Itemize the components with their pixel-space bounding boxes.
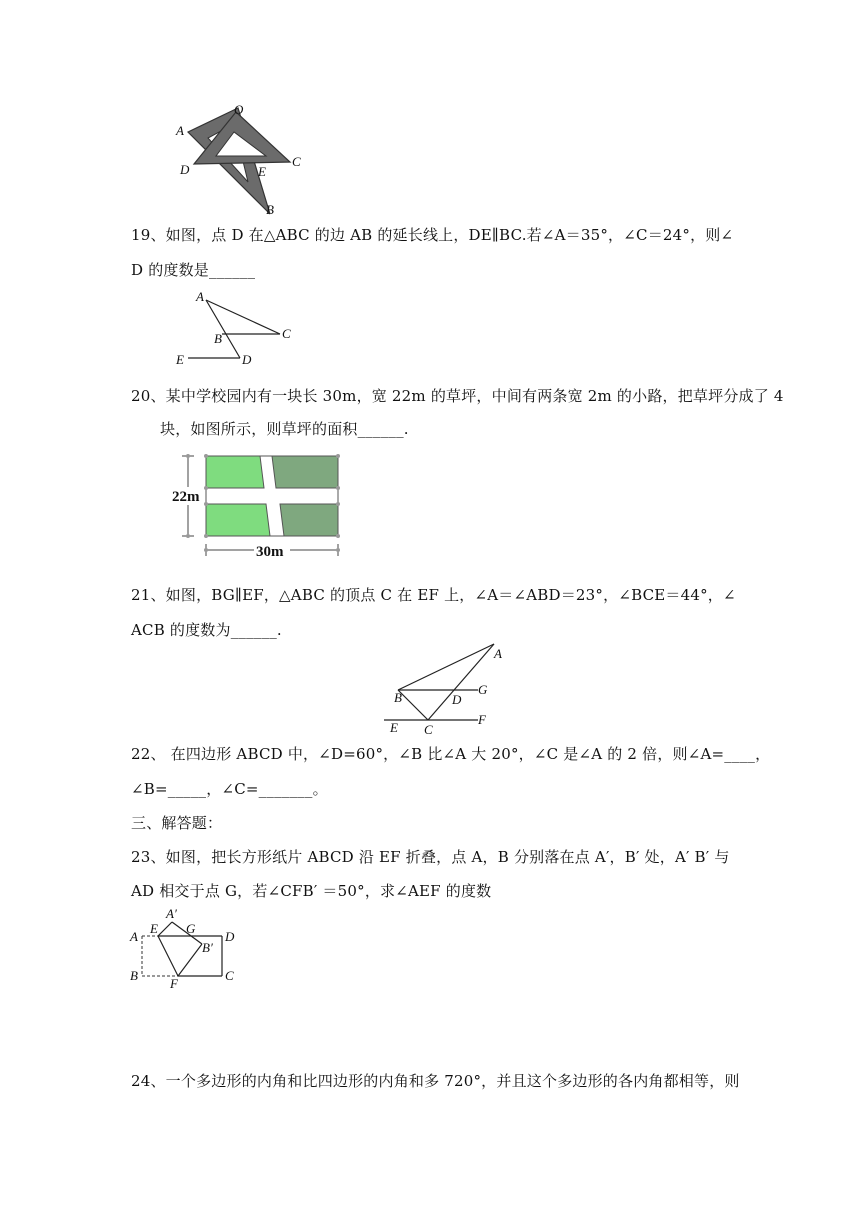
label-G: G	[186, 921, 196, 936]
label-E: E	[390, 720, 398, 735]
q21-text-line-1: 21、如图，BG∥EF，△ABC 的顶点 C 在 EF 上，∠A＝∠ABD＝23°，∠BCE＝44°，∠	[131, 586, 736, 604]
label-B: B	[214, 331, 222, 346]
label-E: E	[150, 921, 158, 936]
label-D: D	[452, 692, 462, 707]
label-B: B	[394, 690, 402, 705]
label-A-prime: A′	[166, 906, 177, 921]
figure-20-lawn	[170, 450, 350, 560]
q24-text-line-1: 24、一个多边形的内角和比四边形的内角和多 720°，并且这个多边形的各内角都相等，则	[131, 1072, 740, 1090]
label-F: F	[170, 976, 178, 991]
label-D: D	[180, 162, 190, 177]
figure-19-triangle	[170, 288, 300, 368]
q20-text-line-2: 块，如图所示，则草坪的面积______.	[160, 420, 409, 438]
figure-23-folded-rectangle	[126, 904, 246, 992]
label-E: E	[258, 164, 266, 179]
label-D: D	[242, 352, 252, 367]
q21-text-line-2: ACB 的度数为______.	[131, 621, 282, 639]
lawn-bottom-right	[280, 504, 338, 536]
q23-text-line-2: AD 相交于点 G，若∠CFB′ ＝50°，求∠AEF 的度数	[131, 882, 492, 900]
label-A: A	[130, 929, 138, 944]
label-E: E	[176, 352, 184, 367]
label-B: B	[130, 968, 138, 983]
label-A: A	[196, 289, 204, 304]
lawn-bottom-left	[206, 504, 270, 536]
label-C: C	[292, 154, 301, 169]
label-A: A	[176, 123, 184, 138]
label-D: D	[225, 929, 235, 944]
width-label: 22m	[172, 489, 200, 505]
q19-text-line-1: 19、如图，点 D 在△ABC 的边 AB 的延长线上，DE∥BC.若∠A＝35°，∠C＝24°，则∠	[131, 226, 734, 244]
q23-text-line-1: 23、如图，把长方形纸片 ABCD 沿 EF 折叠，点 A，B 分别落在点 A′，B′ 处，A′ B′ 与	[131, 848, 730, 866]
lawn-top-right	[272, 456, 338, 488]
q20-text-line-1: 20、某中学校园内有一块长 30m，宽 22m 的草坪，中间有两条宽 2m 的小路，把草坪分成了 4	[131, 387, 784, 405]
lawn-top-left	[206, 456, 264, 488]
length-label: 30m	[256, 544, 284, 560]
figure-18-set-squares	[170, 96, 310, 220]
label-G: G	[478, 682, 488, 697]
q19-text-line-2: D 的度数是______	[131, 261, 256, 279]
label-A: A	[494, 646, 502, 661]
label-B-prime: B′	[202, 940, 213, 955]
label-C: C	[424, 722, 433, 737]
figure-21-parallel-lines	[384, 644, 514, 736]
q22-text-line-1: 22、 在四边形 ABCD 中，∠D=60°，∠B 比∠A 大 20°，∠C 是∠A 的 2 倍，则∠A=____，	[131, 745, 771, 763]
label-F: F	[478, 712, 486, 727]
label-C: C	[225, 968, 234, 983]
q22-text-line-2: ∠B=_____，∠C=_______。	[131, 780, 328, 798]
label-O: O	[234, 102, 244, 117]
section-3-heading: 三、解答题：	[131, 814, 223, 832]
label-C: C	[282, 326, 291, 341]
label-B: B	[266, 202, 274, 217]
